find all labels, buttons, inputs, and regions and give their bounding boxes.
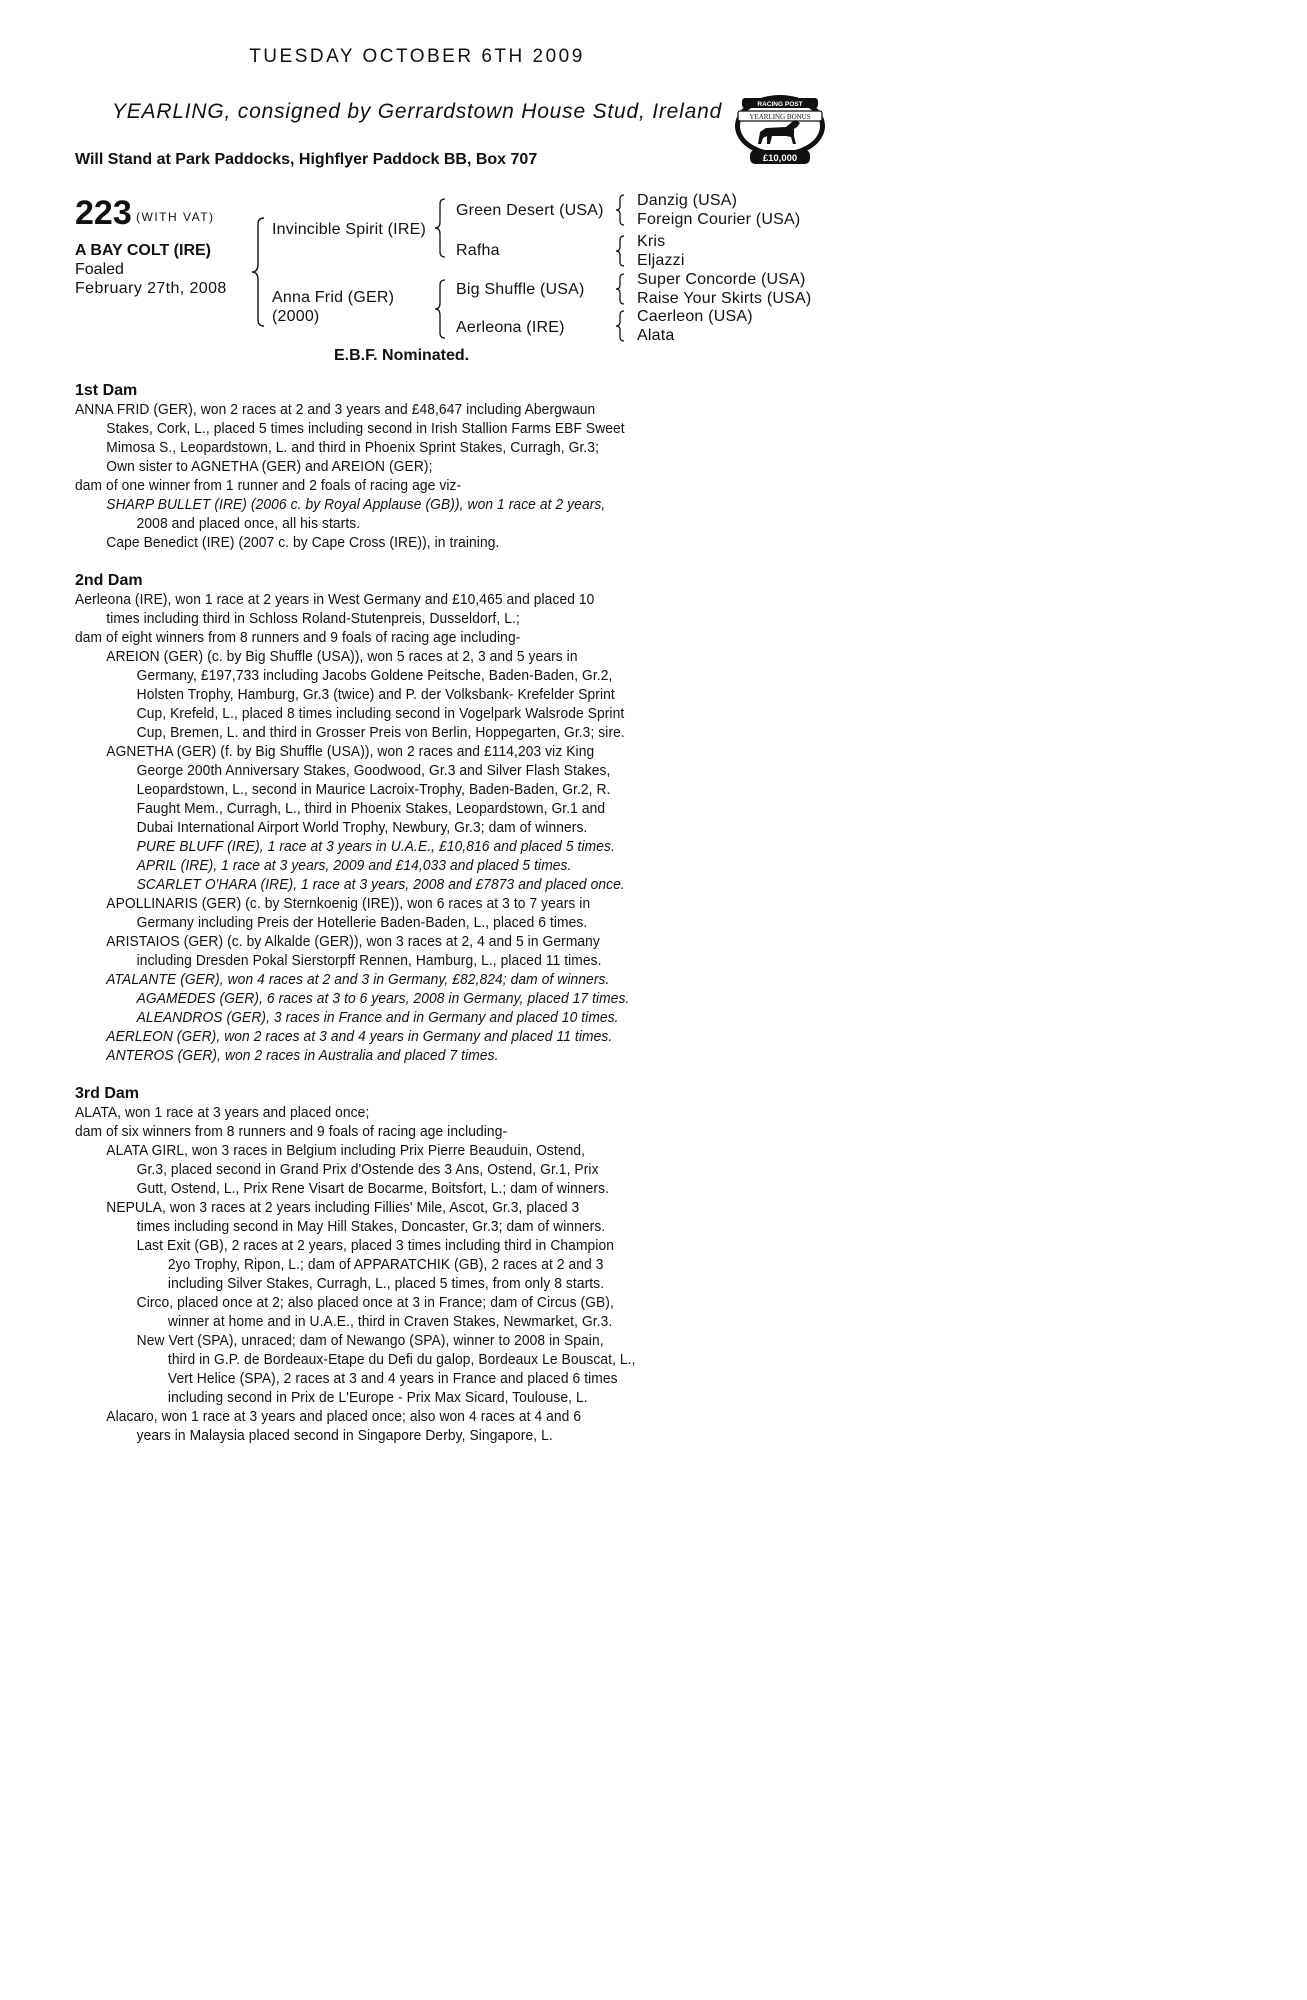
second-dam-line: ATALANTE (GER), won 4 races at 2 and 3 in Germany, £82,824; dam of winners.: [106, 971, 610, 988]
yearling-bonus-badge: [730, 92, 830, 173]
ebf-nominated: E.B.F. Nominated.: [334, 347, 470, 364]
pedigree-dam-dam: Aerleona (IRE): [456, 319, 565, 336]
sale-date: TUESDAY OCTOBER 6TH 2009: [249, 46, 585, 67]
consignment-line: YEARLING, consigned by Gerrardstown House Stud, Ireland: [111, 100, 723, 123]
third-dam-heading: 3rd Dam: [75, 1085, 140, 1102]
second-dam-line: Leopardstown, L., second in Maurice Lacroix-Trophy, Baden-Baden, Gr.2, R.: [136, 781, 611, 798]
third-dam-line: Vert Helice (SPA), 2 races at 3 and 4 years in France and placed 6 times: [167, 1370, 618, 1387]
pedigree-main-brace: [248, 216, 268, 328]
badge-middle-text: YEARLING BONUS: [749, 113, 811, 121]
pedigree-dam-brace: [432, 278, 448, 340]
horse-description: A BAY COLT (IRE): [75, 242, 212, 259]
first-dam-line: Own sister to AGNETHA (GER) and AREION (GER);: [106, 458, 433, 475]
second-dam-line: ARISTAIOS (GER) (c. by Alkalde (GER)), won 3 races at 2, 4 and 5 in Germany: [106, 933, 600, 950]
catalogue-body: [75, 381, 775, 1445]
third-dam-line: ALATA GIRL, won 3 races in Belgium including Prix Pierre Beauduin, Ostend,: [106, 1142, 586, 1159]
second-dam-line: SCARLET O'HARA (IRE), 1 race at 3 years, 2008 and £7873 and placed once.: [136, 876, 625, 893]
third-dam-line: Alacaro, won 1 race at 3 years and placed once; also won 4 races at 4 and 6: [106, 1408, 582, 1425]
yearling-bonus-logo: [730, 92, 830, 168]
second-dam-line: AGNETHA (GER) (f. by Big Shuffle (USA)), won 2 races and £114,203 viz King: [106, 743, 595, 760]
foaled-label: Foaled: [75, 261, 124, 278]
second-dam-line: Cup, Krefeld, L., placed 8 times including second in Vogelpark Walsrode Sprint: [136, 705, 625, 722]
pedigree-brace-2: [612, 234, 628, 268]
pedigree-sd-dam: Eljazzi: [637, 252, 685, 269]
pedigree-ds-sire: Super Concorde (USA): [637, 271, 806, 288]
second-dam-line: ANTEROS (GER), won 2 races in Australia and placed 7 times.: [106, 1047, 499, 1064]
pedigree-ds-dam: Raise Your Skirts (USA): [637, 290, 812, 307]
second-dam-line: Aerleona (IRE), won 1 race at 2 years in West Germany and £10,465 and placed 10: [75, 591, 595, 608]
badge-amount-text: £10,000: [762, 153, 798, 164]
second-dam-line: George 200th Anniversary Stakes, Goodwood, Gr.3 and Silver Flash Stakes,: [136, 762, 611, 779]
second-dam-line: Dubai International Airport World Trophy, Newbury, Gr.3; dam of winners.: [136, 819, 588, 836]
third-dam-line: times including second in May Hill Stakes, Doncaster, Gr.3; dam of winners.: [136, 1218, 606, 1235]
pedigree-sire-sire: Green Desert (USA): [456, 202, 604, 219]
third-dam-line: winner at home and in U.A.E., third in Craven Stakes, Newmarket, Gr.3.: [167, 1313, 613, 1330]
third-dam-line: including second in Prix de L'Europe - Prix Max Sicard, Toulouse, L.: [167, 1389, 588, 1406]
third-dam-line: Last Exit (GB), 2 races at 2 years, placed 3 times including third in Champion: [136, 1237, 615, 1254]
second-dam-line: AERLEON (GER), won 2 races at 3 and 4 years in Germany and placed 11 times.: [106, 1028, 613, 1045]
second-dam-line: APRIL (IRE), 1 race at 3 years, 2009 and £14,033 and placed 5 times.: [136, 857, 572, 874]
badge-top-text: RACING POST: [757, 101, 803, 108]
first-dam-line: Stakes, Cork, L., placed 5 times including second in Irish Stallion Farms EBF Sweet: [106, 420, 625, 437]
third-dam-line: NEPULA, won 3 races at 2 years including Fillies' Mile, Ascot, Gr.3, placed 3: [106, 1199, 580, 1216]
third-dam-line: third in G.P. de Bordeaux-Etape du Defi du galop, Bordeaux Le Bouscat, L.,: [167, 1351, 636, 1368]
second-dam-line: times including third in Schloss Roland-Stutenpreis, Dusseldorf, L.;: [106, 610, 520, 627]
third-dam-line: ALATA, won 1 race at 3 years and placed once;: [75, 1104, 370, 1121]
second-dam-line: dam of eight winners from 8 runners and 9 foals of racing age including-: [75, 629, 521, 646]
pedigree-brace-1: [612, 193, 628, 227]
pedigree-brace-3: [612, 272, 628, 306]
second-dam-line: Faught Mem., Curragh, L., third in Phoenix Stakes, Leopardstown, Gr.1 and: [136, 800, 606, 817]
second-dam-heading: 2nd Dam: [75, 572, 143, 589]
second-dam-line: ALEANDROS (GER), 3 races in France and in Germany and placed 10 times.: [136, 1009, 619, 1026]
pedigree-dd-sire: Caerleon (USA): [637, 308, 753, 325]
stand-location: Will Stand at Park Paddocks, Highflyer Paddock BB, Box 707: [75, 151, 538, 168]
pedigree-ss-dam: Foreign Courier (USA): [637, 211, 801, 228]
first-dam-line: Mimosa S., Leopardstown, L. and third in Phoenix Sprint Stakes, Curragh, Gr.3;: [106, 439, 600, 456]
first-dam-line: ANNA FRID (GER), won 2 races at 2 and 3 years and £48,647 including Abergwaun: [75, 401, 596, 418]
third-dam-line: 2yo Trophy, Ripon, L.; dam of APPARATCHIK (GB), 2 races at 2 and 3: [167, 1256, 604, 1273]
pedigree-sire-dam: Rafha: [456, 242, 500, 259]
second-dam-line: Germany including Preis der Hotellerie Baden-Baden, L., placed 6 times.: [136, 914, 588, 931]
third-dam-line: Gr.3, placed second in Grand Prix d'Ostende des 3 Ans, Ostend, Gr.1, Prix: [136, 1161, 599, 1178]
pedigree-dd-dam: Alata: [637, 327, 675, 344]
lot-number: 223: [75, 194, 132, 232]
second-dam-line: Holsten Trophy, Hamburg, Gr.3 (twice) and P. der Volksbank- Krefelder Sprint: [136, 686, 615, 703]
third-dam-line: Circo, placed once at 2; also placed once at 3 in France; dam of Circus (GB),: [136, 1294, 614, 1311]
second-dam-line: APOLLINARIS (GER) (c. by Sternkoenig (IRE)), won 6 races at 3 to 7 years in: [106, 895, 591, 912]
third-dam-line: New Vert (SPA), unraced; dam of Newango (SPA), winner to 2008 in Spain,: [136, 1332, 604, 1349]
pedigree-brace-4: [612, 309, 628, 343]
pedigree-dam: Anna Frid (GER): [272, 289, 395, 306]
third-dam-line: years in Malaysia placed second in Singapore Derby, Singapore, L.: [136, 1427, 553, 1444]
first-dam-line: dam of one winner from 1 runner and 2 foals of racing age viz-: [75, 477, 462, 494]
foaled-date: February 27th, 2008: [75, 280, 227, 297]
second-dam-line: AGAMEDES (GER), 6 races at 3 to 6 years, 2008 in Germany, placed 17 times.: [136, 990, 630, 1007]
second-dam-line: Cup, Bremen, L. and third in Grosser Preis von Berlin, Hoppegarten, Gr.3; sire.: [136, 724, 625, 741]
pedigree-sire: Invincible Spirit (IRE): [272, 221, 426, 238]
first-dam-line: Cape Benedict (IRE) (2007 c. by Cape Cross (IRE)), in training.: [106, 534, 500, 551]
second-dam-line: including Dresden Pokal Sierstorpff Rennen, Hamburg, L., placed 11 times.: [136, 952, 602, 969]
pedigree-sd-sire: Kris: [637, 233, 666, 250]
second-dam-line: Germany, £197,733 including Jacobs Goldene Peitsche, Baden-Baden, Gr.2,: [136, 667, 613, 684]
third-dam-line: dam of six winners from 8 runners and 9 foals of racing age including-: [75, 1123, 508, 1140]
second-dam-line: AREION (GER) (c. by Big Shuffle (USA)), won 5 races at 2, 3 and 5 years in: [106, 648, 578, 665]
second-dam-line: PURE BLUFF (IRE), 1 race at 3 years in U.A.E., £10,816 and placed 5 times.: [136, 838, 615, 855]
pedigree-sire-brace: [432, 197, 448, 259]
pedigree-dam-sire: Big Shuffle (USA): [456, 281, 585, 298]
first-dam-line: SHARP BULLET (IRE) (2006 c. by Royal Applause (GB)), won 1 race at 2 years,: [106, 496, 606, 513]
pedigree-dam-year: (2000): [272, 308, 320, 325]
first-dam-line: 2008 and placed once, all his starts.: [136, 515, 361, 532]
pedigree-ss-sire: Danzig (USA): [637, 192, 738, 209]
third-dam-line: including Silver Stakes, Curragh, L., placed 5 times, from only 8 starts.: [167, 1275, 605, 1292]
vat-note: (WITH VAT): [136, 210, 215, 224]
first-dam-heading: 1st Dam: [75, 382, 138, 399]
third-dam-line: Gutt, Ostend, L., Prix Rene Visart de Bocarme, Boitsfort, L.; dam of winners.: [136, 1180, 610, 1197]
